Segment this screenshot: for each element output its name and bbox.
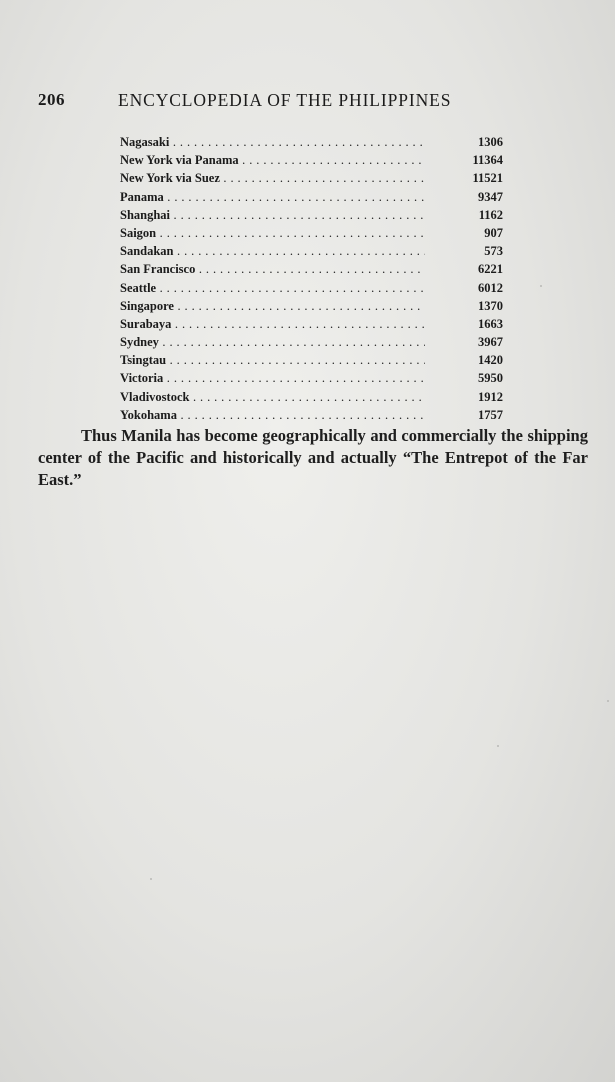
table-row [120, 351, 505, 369]
table-row [120, 260, 505, 278]
paper-speck [497, 745, 499, 747]
distance-value: 1420 [478, 353, 503, 368]
port-name: Panama . . . [120, 188, 425, 206]
port-name: San Francisco . . . [120, 260, 425, 278]
table-row [120, 133, 505, 151]
distance-value: 6221 [478, 262, 503, 277]
distance-value: 11364 [472, 153, 503, 168]
table-row [120, 169, 505, 187]
table-row [120, 315, 505, 333]
port-name: Shanghai . . . [120, 206, 425, 224]
table-row [120, 151, 505, 169]
port-name: New York via Suez . . . [120, 169, 425, 187]
running-head [38, 90, 518, 116]
port-name: Sandakan . . . [120, 242, 425, 260]
distance-value: 1306 [478, 135, 503, 149]
distance-value: 1370 [478, 298, 503, 313]
distance-value: 6012 [478, 280, 503, 295]
port-name: Vladivostock . . . [120, 388, 425, 406]
port-name: Surabaya . . . [120, 315, 425, 333]
port-name: Nagasaki . . . [120, 133, 425, 151]
table-row [120, 406, 505, 424]
distance-value: 573 [484, 244, 503, 259]
distance-value: 3967 [478, 335, 503, 350]
paper-speck [540, 285, 542, 287]
distance-value: 1757 [478, 407, 503, 422]
distance-value: 11521 [472, 171, 503, 186]
port-name: New York via Panama . . . [120, 151, 425, 169]
page-number: 206 [38, 90, 65, 109]
table-row [120, 333, 505, 351]
table-row [120, 279, 505, 297]
book-title: ENCYCLOPEDIA OF THE PHILIPPINES [118, 90, 452, 110]
table-row [120, 224, 505, 242]
closing-paragraph: Thus Manila has become geographically and commercially the shipping center of the Pacific and historically and actually “The Entrepot of the Far East.” [38, 426, 588, 489]
distance-value: 5950 [478, 371, 503, 386]
distance-table [120, 133, 505, 424]
distance-value: 907 [484, 225, 503, 240]
paper-speck [150, 878, 152, 880]
port-name: Seattle . . . [120, 279, 425, 297]
port-name: Tsingtau . . . [120, 351, 425, 369]
port-name: Victoria . . . [120, 369, 425, 387]
table-row [120, 388, 505, 406]
table-row [120, 206, 505, 224]
port-name: Sydney . . . [120, 333, 425, 351]
distance-value: 1162 [478, 207, 503, 222]
distance-value: 1912 [478, 389, 503, 404]
table-row [120, 369, 505, 387]
port-name: Saigon . . . [120, 224, 425, 242]
paper-speck [607, 700, 609, 702]
table-row [120, 242, 505, 260]
table-row [120, 297, 505, 315]
table-row [120, 188, 505, 206]
port-name: Singapore . . . [120, 297, 425, 315]
distance-value: 9347 [478, 189, 503, 204]
distance-value: 1663 [478, 316, 503, 331]
port-name: Yokohama . . . [120, 406, 425, 424]
